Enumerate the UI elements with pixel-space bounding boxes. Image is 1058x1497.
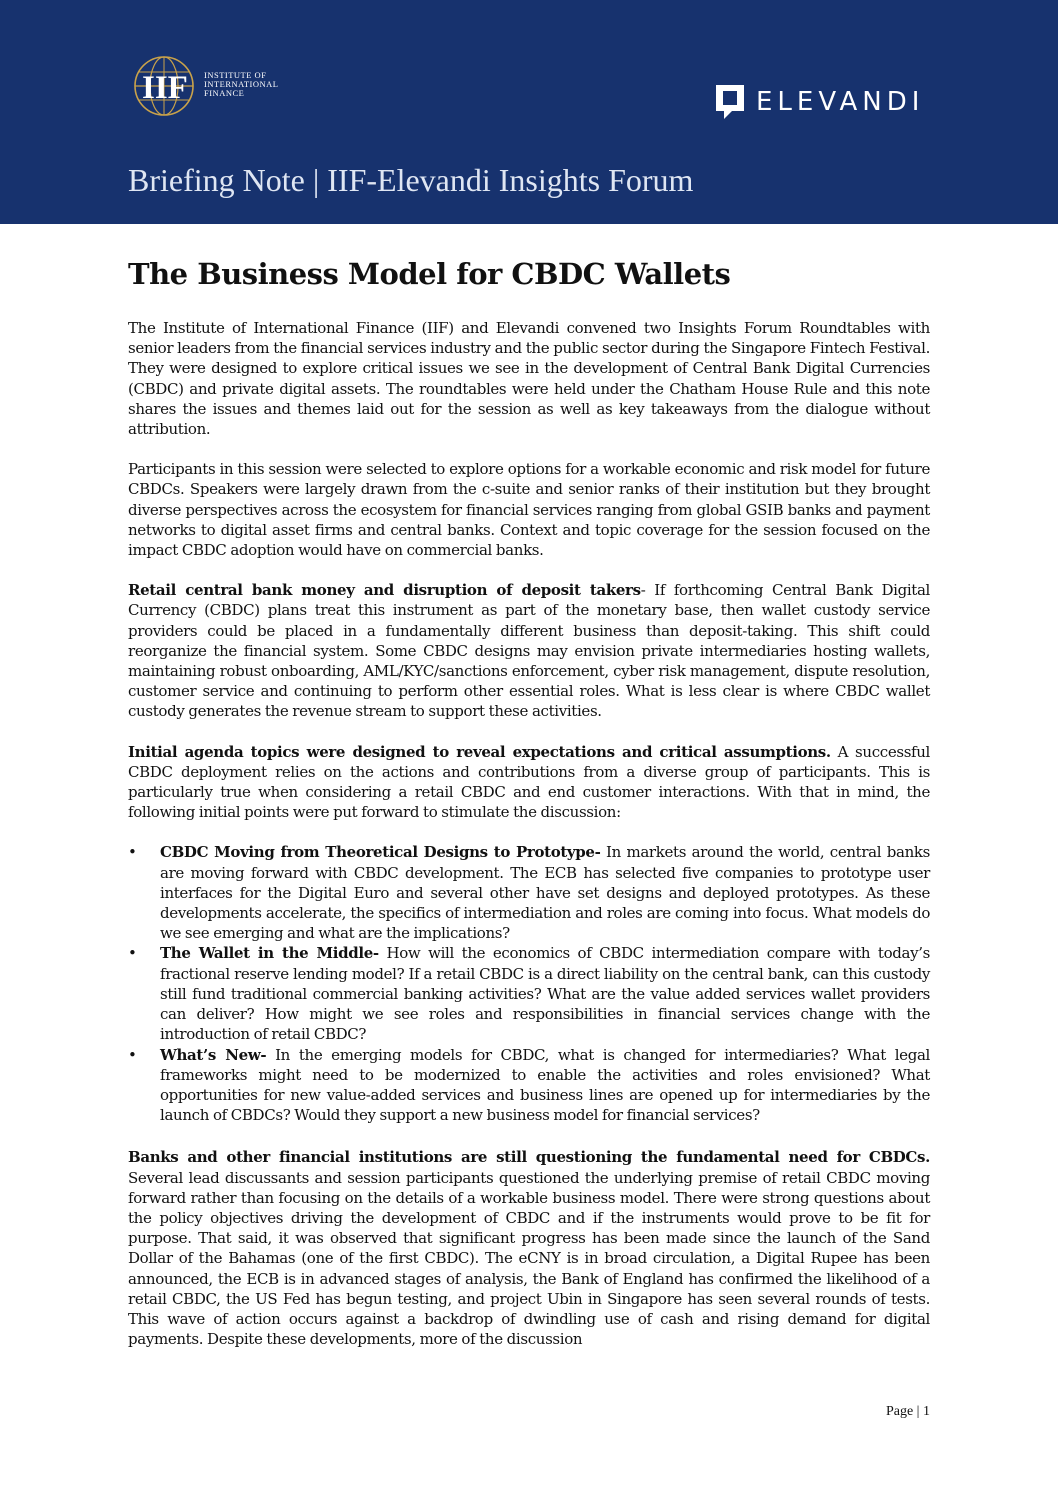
list-item	[128, 842, 930, 943]
paragraph-text: A successful CBDC deployment relies on the actions and contributions from a diverse group of participants. This is particularly true when considering a retail CBDC and end customer interactions. With that in mind, the following initial points were put forward to stimulate the discussion:	[128, 742, 930, 822]
bullet-list	[128, 842, 930, 1125]
paragraph-text: Several lead discussants and session participants questioned the underlying premise of retail CBDC moving forward rather than focusing on the details of a workable business model. There were strong questions about the policy objectives driving the development of CBDC and if the instruments would prove to be fit for purpose. That said, it was observed that significant progress has been made since the launch of the Sand Dollar of the Bahamas (one of the first CBDC). The eCNY is in broad circulation, a Digital Rupee has been announced, the ECB is in advanced stages of analysis, the Bank of England has confirmed the likelihood of a retail CBDC, the US Fed has begun testing, and project Ubin in Singapore has seen several rounds of tests. This wave of action occurs against a backdrop of dwindling use of cash and rising demand for digital payments. Despite these developments, more of the discussion	[128, 1168, 930, 1349]
svg-text:IIF: IIF	[142, 70, 188, 106]
iif-name-line: FINANCE	[204, 88, 245, 98]
paragraph	[128, 580, 930, 721]
paragraph-lead: Initial agenda topics were designed to reveal expectations and critical assumptions.	[128, 742, 831, 761]
bullet-icon: •	[128, 1045, 137, 1064]
paragraph	[128, 318, 930, 439]
paragraph-text: - If forthcoming Central Bank Digital Currency (CBDC) plans treat this instrument as part of the monetary base, then wallet custody service providers could be placed in a fundamentally different business than deposit-taking. This shift could reorganize the financial system. Some CBDC designs may envision private intermediaries hosting wallets, maintaining robust onboarding, AML/KYC/sanctions enforcement, cyber risk management, dispute resolution, customer service and continuing to perform other essential roles. What is less clear is where CBDC wallet custody generates the revenue stream to support these activities.	[128, 581, 930, 721]
bullet-icon: •	[128, 843, 137, 862]
list-item-lead: The Wallet in the Middle-	[160, 944, 379, 963]
list-item-lead: What’s New-	[160, 1045, 267, 1064]
list-item	[128, 1045, 930, 1126]
paragraph	[128, 1147, 930, 1349]
paragraph-text: Participants in this session were selected to explore options for a workable economic and risk model for future CBDCs. Speakers were largely drawn from the c-suite and senior ranks of their institution but they brought diverse perspectives across the ecosystem for financial services ranging from global GSIB banks and payment networks to digital asset firms and central banks. Context and topic coverage for the session focused on the impact CBDC adoption would have on commercial banks.	[128, 460, 930, 560]
page-number: Page | 1	[885, 1404, 930, 1419]
iif-wordmark	[204, 71, 279, 98]
list-item-text: In markets around the world, central banks are moving forward with CBDC development. The ECB has selected five companies to prototype user interfaces for the Digital Euro and several other have set designs and deployed prototypes. As these developments accelerate, the specifics of intermediation and roles are coming into focus. What models do we see emerging and what are the implications?	[160, 843, 930, 943]
briefing-title: Briefing Note | IIF-Elevandi Insights Forum	[128, 162, 694, 198]
list-item-lead: CBDC Moving from Theoretical Designs to Prototype-	[160, 843, 601, 862]
document-title: The Business Model for CBDC Wallets	[128, 257, 731, 291]
iif-name-line: INSTITUTE OF	[204, 70, 267, 80]
paragraph	[128, 459, 930, 560]
paragraph	[128, 742, 930, 823]
paragraph-lead: Banks and other financial institutions are still questioning the fundamental need for CBDCs.	[128, 1148, 930, 1167]
list-item-text: How will the economics of CBDC intermediation compare with today’s fractional reserve lending model? If a retail CBDC is a direct liability on the central bank, can this custody still fund traditional commercial banking activities? What are the value added services wallet providers can deliver? How might we see roles and responsibilities in financial services change with the introduction of retail CBDC?	[160, 944, 930, 1044]
document-body	[128, 250, 930, 1349]
elevandi-wordmark: ELEVANDI	[756, 87, 925, 117]
paragraph-lead: Retail central bank money and disruption of deposit takers	[128, 581, 641, 600]
list-item-text: In the emerging models for CBDC, what is changed for intermediaries? What legal frameworks might need to be modernized to enable the activities and roles envisioned? What opportunities for new value-added services and business lines are opened up for intermediaries by the launch of CBDCs? Would they support a new business model for financial services?	[160, 1045, 930, 1125]
elevandi-logo	[714, 82, 924, 122]
bullet-icon: •	[128, 944, 137, 963]
header-banner	[0, 0, 1058, 224]
elevandi-mark-icon	[714, 83, 746, 121]
iif-name-line: INTERNATIONAL	[204, 79, 279, 89]
globe-icon	[128, 50, 208, 120]
paragraph-text: The Institute of International Finance (IIF) and Elevandi convened two Insights Forum Roundtables with senior leaders from the financial services industry and the public sector during the Singapore Fintech Festival. They were designed to explore critical issues we see in the development of Central Bank Digital Currencies (CBDC) and private digital assets. The roundtables were held under the Chatham House Rule and this note shares the issues and themes laid out for the session as well as key takeaways from the dialogue without attribution.	[128, 319, 930, 439]
list-item	[128, 943, 930, 1044]
